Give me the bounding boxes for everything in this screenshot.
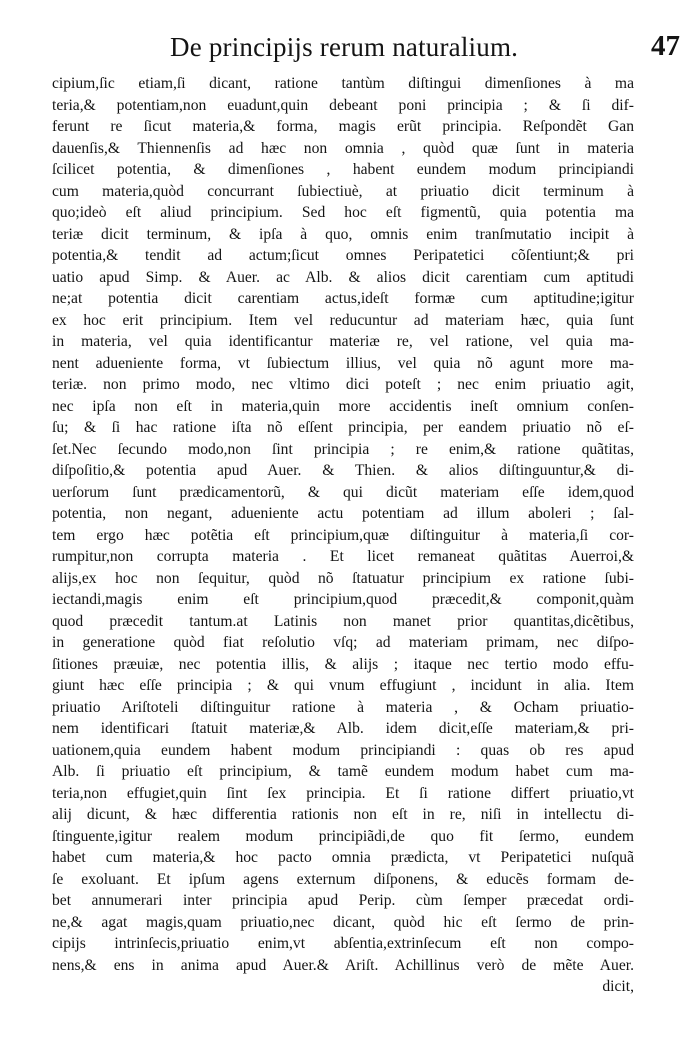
text-line: alijs,ex hoc non ſequitur, quòd nõ ſtatuatur principium ex ratione ſubi-: [52, 569, 634, 587]
text-line: iectandi,magis enim eſt principium,quod præcedit,& componit,quàm: [52, 591, 634, 608]
text-line: nec ipſa non eſt in materia,quin more accidentis ineſt omnium conſen-: [52, 397, 634, 415]
text-line: quo;ideò eſt aliud principium. Sed hoc eſt figmentũ, quia potentia ma: [52, 204, 634, 221]
text-line: ſu; & ſi hac ratione iſta nõ eſſent principia, per eandem priuatio nõ eſ-: [52, 419, 634, 436]
text-line: cum materia,quòd concurrant ſubiectiuè, at priuatio dicit terminum à: [52, 182, 634, 200]
text-line: tem ergo hæc potẽtia eſt principium,quæ diſtinguitur à materia,ſi cor-: [52, 526, 634, 544]
text-line: ſtinguente,igitur realem modum principiãdi,de quo fit ſermo, eundem: [52, 827, 634, 845]
text-line: Alb. ſi priuatio eſt principium, & tamẽ eundem modum habet cum ma-: [52, 763, 634, 780]
text-line: dauenſis,& Thiennenſis ad hæc non omnia , quòd quæ ſunt in materia: [52, 139, 634, 157]
text-line: alij dicunt, & hæc differentia rationis non eſt in re, niſi in intellectu di-: [52, 806, 634, 823]
text-line: nem identificari ſtatuit materiæ,& Alb. idem dicit,eſſe materiam,& pri-: [52, 720, 634, 737]
body-text: [52, 73, 634, 998]
text-line: rumpitur,non corrupta materia . Et licet remaneat quãtitas Auerroi,&: [52, 548, 634, 565]
text-line: teria,& potentiam,non euadunt,quin debeant poni principia ; & ſi dif-: [52, 96, 634, 114]
text-line: in materia, vel quia identificantur materiæ re, vel ratione, vel quia ma-: [52, 333, 634, 350]
text-line: nent adueniente forma, vt ſubiectum illius, vel quia nõ agunt more ma-: [52, 354, 634, 372]
text-line: potentia,& tendit ad actum;ſicut omnes Peripatetici cõſentiunt;& pri: [52, 247, 634, 264]
page-number: 47: [651, 30, 680, 62]
text-line: cipium,ſic etiam,ſi dicant, ratione tantùm diſtingui dimenſiones à ma: [52, 75, 634, 92]
running-head: [40, 30, 680, 72]
text-line: uerſorum ſunt prædicamentorũ, & qui dicũt materiam eſſe idem,quod: [52, 483, 634, 501]
text-line: quod præcedit tantum.at Latinis non manet prior quantitas,dicẽtibus,: [52, 612, 634, 630]
text-line: teria,non effugiet,quin ſint ſex principia. Et ſi ratione differt priuatio,vt: [52, 784, 634, 802]
text-line: potentia, non negant, adueniente actu potentiam ad illum aboleri ; ſal-: [52, 505, 634, 522]
text-line: teriæ dicit terminum, & ipſa à quo, omnis enim tranſmutatio incipit à: [52, 225, 634, 243]
text-line: uationem,quia eundem habent modum principiandi : quas ob res apud: [52, 741, 634, 759]
text-line: ſcilicet potentia, & dimenſiones , habent eundem modum principiandi: [52, 161, 634, 178]
text-line: bet annumerari inter principia apud Perip. cùm ſemper præcedat ordi-: [52, 892, 634, 909]
text-line: priuatio Ariſtoteli diſtinguitur ratione à materia , & Ocham priuatio-: [52, 698, 634, 716]
text-line: ſe exoluant. Et ipſum agens externum diſponens, & educẽs formam de-: [52, 870, 634, 888]
text-line: ferunt re ſicut materia,& forma, magis erũt principia. Reſpondẽt Gan: [52, 118, 634, 135]
text-line: in generatione quòd fiat reſolutio vſq; ad materiam primam, nec diſpo-: [52, 634, 634, 651]
text-line: ſitiones præuiæ, nec potentia illis, & alijs ; itaque nec tertio modo effu-: [52, 655, 634, 673]
text-line: habet cum materia,& hoc pacto omnia prædicta, vt Peripatetici nuſquã: [52, 849, 634, 866]
text-line: nens,& ens in anima apud Auer.& Ariſt. Achillinus verò de mẽte Auer.: [52, 956, 634, 974]
text-line: ne,& agat magis,quam priuatio,nec dicant, quòd hic eſt ſermo de prin-: [52, 913, 634, 931]
text-line: cipijs intrinſecis,priuatio enim,vt abſentia,extrinſecum eſt non compo-: [52, 935, 634, 952]
running-title: De principijs rerum naturalium.: [170, 32, 519, 62]
text-line: diſpoſitio,& potentia apud Auer. & Thien. & alios diſtinguuntur,& di-: [52, 462, 634, 479]
text-line: uatio apud Simp. & Auer. ac Alb. & alios dicit carentiam cum aptitudi: [52, 268, 634, 286]
text-line: teriæ. non primo modo, nec vltimo dici poteſt ; nec enim priuatio agit,: [52, 376, 634, 393]
text-line: ſet.Nec ſecundo modo,non ſint principia ; re enim,& ratione quãtitas,: [52, 440, 634, 458]
catchword: dicit,: [602, 978, 634, 995]
text-line: giunt hæc eſſe principia ; & qui vnum effugiunt , incidunt in alia. Item: [52, 677, 634, 694]
text-line: ex hoc erit principium. Item vel reducuntur ad materiam hæc, quia ſunt: [52, 311, 634, 329]
text-line: ne;at potentia dicit carentiam actus,ideſt formæ cum aptitudine;igitur: [52, 290, 634, 307]
